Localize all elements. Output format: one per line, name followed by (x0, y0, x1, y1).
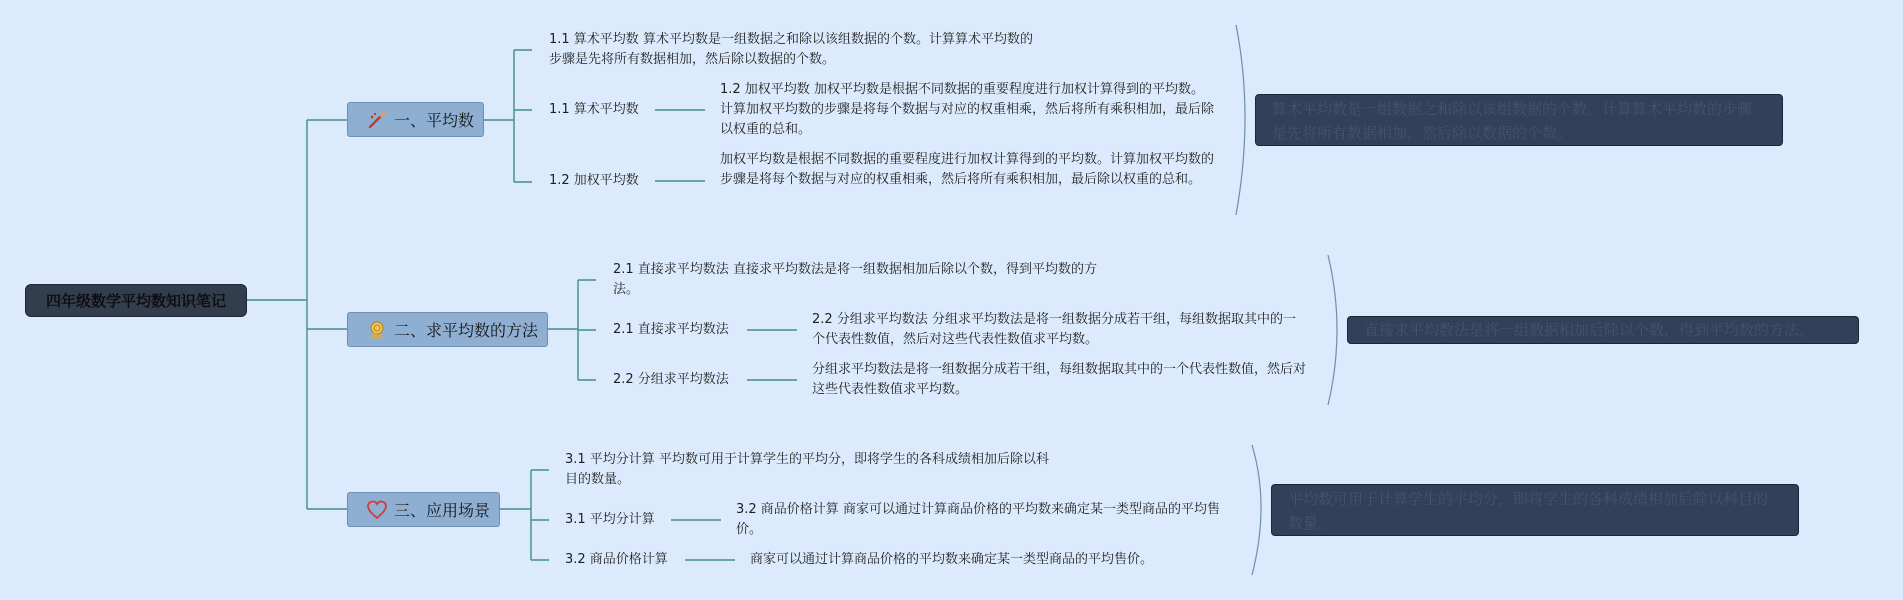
heart-icon (366, 499, 388, 521)
root-topic-label: 四年级数学平均数知识笔记 (45, 292, 226, 310)
subtopic-intro[interactable]: 3.1 平均分计算 平均数可用于计算学生的平均分，即将学生的各科成绩相加后除以科目的数量。 (565, 452, 1049, 487)
branch-topic-2[interactable] (347, 312, 548, 347)
award-medal-icon (366, 319, 388, 341)
branch-topic-3[interactable] (347, 492, 500, 527)
subtopic-label[interactable]: 2.2 分组求平均数法 (613, 372, 729, 387)
summary-box[interactable] (1271, 484, 1799, 536)
summary-text: 直接求平均数法是将一组数据相加后除以个数，得到平均数的方法。 (1364, 321, 1815, 339)
summary-box[interactable] (1347, 316, 1859, 344)
root-topic[interactable] (25, 284, 247, 317)
branch-topic-label: 一、平均数 (394, 111, 475, 130)
subtopic-detail[interactable]: 加权平均数是根据不同数据的重要程度进行加权计算得到的平均数。计算加权平均数的步骤是将每个数据与对应的权重相乘，然后将所有乘积相加，最后除以权重的总和。 (720, 152, 1215, 187)
subtopic-label[interactable]: 2.1 直接求平均数法 (613, 322, 729, 337)
subtopic-label[interactable]: 3.2 商品价格计算 (565, 552, 668, 567)
branch-topic-label: 三、应用场景 (394, 501, 491, 520)
subtopic-intro[interactable]: 2.1 直接求平均数法 直接求平均数法是将一组数据相加后除以个数，得到平均数的方法。 (613, 262, 1097, 297)
summary-text: 平均数可用于计算学生的平均分，即将学生的各科成绩相加后除以科目的数量。 (1288, 490, 1769, 532)
branch-topic-1[interactable] (347, 102, 484, 137)
subtopic-label[interactable]: 1.1 算术平均数 (549, 102, 639, 117)
subtopic-detail[interactable]: 2.2 分组求平均数法 分组求平均数法是将一组数据分成若干组，每组数据取其中的一个代表性数值，然后对这些代表性数值求平均数。 (812, 312, 1296, 347)
subtopic-label[interactable]: 1.2 加权平均数 (549, 173, 639, 188)
subtopic-label[interactable]: 3.1 平均分计算 (565, 512, 655, 527)
branch-topic-label: 二、求平均数的方法 (394, 321, 539, 340)
subtopic-detail[interactable]: 分组求平均数法是将一组数据分成若干组，每组数据取其中的一个代表性数值，然后对这些代表性数值求平均数。 (812, 362, 1307, 397)
subtopic-intro[interactable]: 1.1 算术平均数 算术平均数是一组数据之和除以该组数据的个数。计算算术平均数的步骤是先将所有数据相加，然后除以数据的个数。 (549, 32, 1033, 67)
subtopic-detail[interactable]: 3.2 商品价格计算 商家可以通过计算商品价格的平均数来确定某一类型商品的平均售价。 (736, 502, 1220, 537)
summary-box[interactable] (1255, 94, 1783, 146)
subtopic-detail[interactable]: 商家可以通过计算商品价格的平均数来确定某一类型商品的平均售价。 (750, 552, 1154, 567)
pencil-icon (366, 109, 388, 131)
summary-text: 算术平均数是一组数据之和除以该组数据的个数。计算算术平均数的步骤是先将所有数据相加，然后除以数据的个数。 (1272, 100, 1753, 142)
subtopic-detail[interactable]: 1.2 加权平均数 加权平均数是根据不同数据的重要程度进行加权计算得到的平均数。计算加权平均数的步骤是将每个数据与对应的权重相乘，然后将所有乘积相加，最后除以权重的总和。 (720, 82, 1215, 137)
